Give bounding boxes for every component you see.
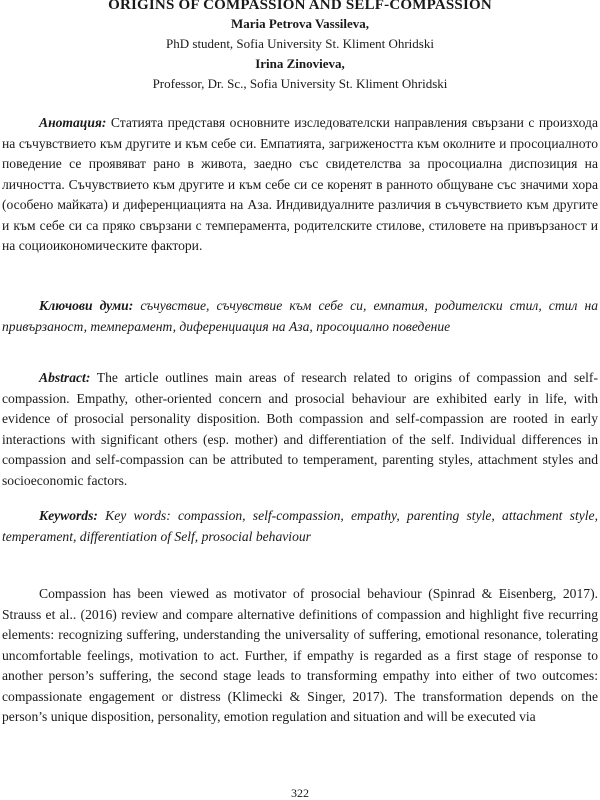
keywords-en [2, 506, 598, 547]
abstract-en-text: The article outlines main areas of research related to origins of compassion and self-compassion. Empathy, other-oriented concern and prosocial behaviour are exhibited early in life, with evidence of prosocial personality disposition. Both compassion and self-compassion are rooted in early interactions with significant others (esp. mother) and differentiation of the self. Individual differences in compassion and self-compassion can be attributed to temperament, parenting styles, attachment styles and socioeconomic factors. [2, 370, 598, 488]
page-number: 322 [291, 786, 309, 800]
author2-affiliation: Professor, Dr. Sc., Sofia University St. Kliment Ohridski [152, 76, 448, 91]
author1-name: Maria Petrova Vassileva, [230, 16, 370, 31]
keywords-en-label: Keywords: [39, 508, 98, 523]
abstract-en [2, 368, 598, 491]
body-paragraph: Compassion has been viewed as motivator of prosocial behaviour (Spinrad & Eisenberg, 2017). Strauss et al.. (2016) review and compare alternative definitions of compassion and highlight five recurring elements: recognizing suffering, understanding the universality of suffering, emotional resonance, tolerating uncomfortable feelings, motivation to act. Further, if empathy is regarded as a first stage of response to another person’s suffering, the second stage leads to transforming empathy into either of two outcomes: compassionate engagement or distress (Klimecki & Singer, 2017). The transformation depends on the person’s unique disposition, personality, emotion regulation and situation and will be executed via [2, 586, 598, 724]
author1-affiliation: PhD student, Sofia University St. Kliment Ohridski [166, 36, 434, 51]
keywords-en-text: Key words: compassion, self-compassion, empathy, parenting style, attachment style, temperament, differentiation of Self, prosocial behaviour [2, 508, 598, 544]
keywords-bg-text: съчувствие, съчувствие към себе си, емпатия, родителски стил, стил на привързаност, темперамент, диференциация на Аза, просоциално поведение [2, 298, 598, 334]
abstract-bg-label: Анотация: [39, 115, 107, 130]
abstract-bg-text: Статията представя основните изследователски направления свързани с произхода на съчувствието към другите и към себе си. Емпатията, загрижеността към околните и просоциалното поведение се проявяват рано в живота, заедно със свидетелства за просоциална диспозиция на личността. Съчувствието към другите и към себе си се коренят в ранното общуване със значими хора (особено майката) и диференциацията на Аза. Индивидуалните различия в съчувствието към другите и към себе си са пряко свързани с темперамента, родителските стилове, стиловете на привързаност и на социоикономическите фактори. [2, 115, 598, 253]
keywords-bg [2, 296, 598, 337]
author2-name: Irina Zinovieva, [255, 56, 345, 71]
keywords-bg-label: Ключови думи: [39, 298, 134, 313]
paper-title: ORIGINS OF COMPASSION AND SELF-COMPASSION [108, 0, 492, 13]
abstract-bg [2, 113, 598, 257]
abstract-en-label: Abstract: [39, 370, 91, 385]
